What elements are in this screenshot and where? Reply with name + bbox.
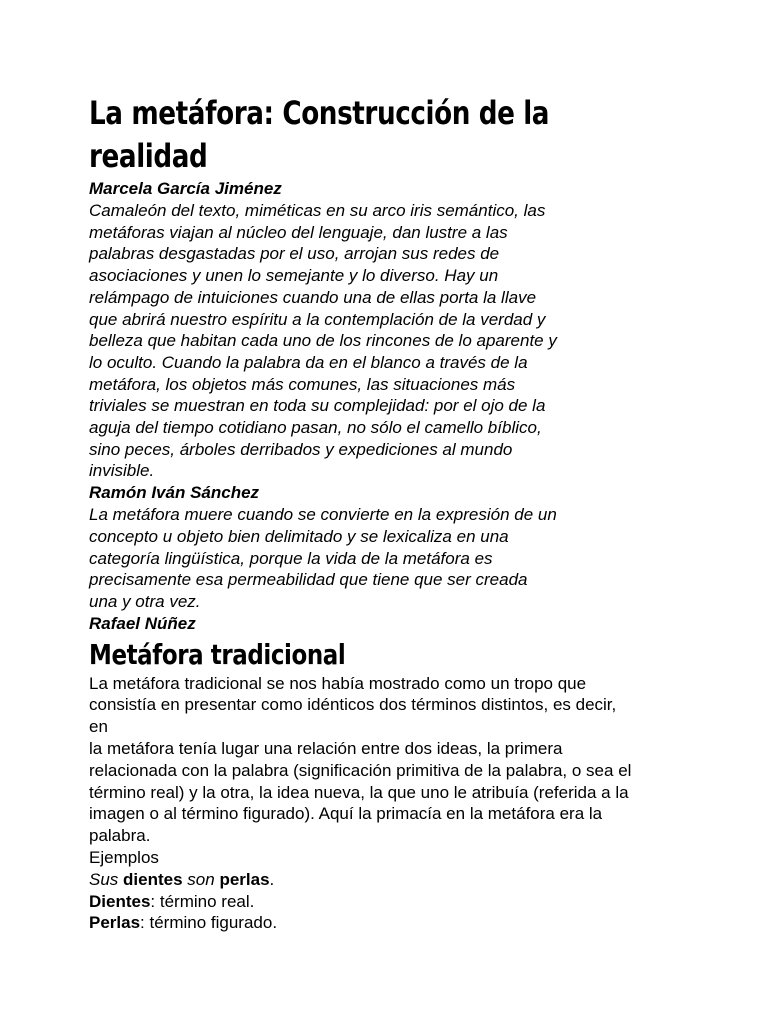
paragraph-line: palabra. [89,826,151,846]
title-line-2: realidad [89,137,208,175]
quote-1-line: invisible. [89,461,155,481]
quote-1-line: metáfora, los objetos más comunes, las situaciones más [89,374,516,394]
quote-2-line: precisamente esa permeabilidad que tiene que ser creada [89,570,528,590]
quote-1-line: sino peces, árboles derribados y expediciones al mundo [89,439,513,459]
document-title [89,92,663,178]
title-line-1: La metáfora: Construcción de la [89,94,550,132]
example-word-dientes: dientes [123,869,183,889]
quote-author-1: Marcela García Jiménez [89,179,282,198]
quote-2-line: una y otra vez. [89,591,201,611]
section-paragraph [89,673,689,935]
example-sentence [89,869,689,891]
definition-text: : término figurado. [140,913,278,933]
definition-text: : término real. [150,891,255,911]
paragraph-line: en [89,717,108,737]
example-word-son: son [187,869,215,889]
section-title: Metáfora tradicional [89,637,346,671]
quote-1-line: palabras desgastadas por el uso, arrojan sus redes de [89,244,500,264]
paragraph-line: la metáfora tenía lugar una relación entre dos ideas, la primera [89,739,563,759]
quote-text-2 [89,504,689,613]
quote-1-line: lo oculto. Cuando la palabra da en el blanco a través de la [89,352,528,372]
quote-1-line: asociaciones y unen lo semejante y lo diverso. Hay un [89,266,499,286]
paragraph-line: La metáfora tradicional se nos había mostrado como un tropo que [89,673,587,693]
quote-1-line: relámpago de intuiciones cuando una de ellas porta la llave [89,287,537,307]
quote-1-line: metáforas viajan al núcleo del lenguaje, dan lustre a las [89,222,508,242]
quote-2-line: La metáfora muere cuando se convierte en la expresión de un [89,505,557,525]
quote-1-line: que abrirá nuestro espíritu a la contemplación de la verdad y [89,309,546,329]
definition-term: Perlas [89,913,141,933]
quote-1-line: triviales se muestran en toda su complejidad: por el ojo de la [89,396,546,416]
example-word-sus: Sus [89,869,119,889]
quote-text-1 [89,200,689,482]
quote-1-line: belleza que habitan cada uno de los rincones de lo aparente y [89,331,557,351]
paragraph-line: relacionada con la palabra (significación primitiva de la palabra, o sea el [89,760,632,780]
quote-author-2: Ramón Iván Sánchez [89,483,260,503]
quote-2-line: categoría lingüística, porque la vida de la metáfora es [89,548,493,568]
paragraph-line: consistía en presentar como idénticos dos términos distintos, es decir, [89,695,617,715]
examples-label: Ejemplos [89,848,159,868]
paragraph-line: término real) y la otra, la idea nueva, la que uno le atribuía (referida a la [89,782,629,802]
quote-1-line: aguja del tiempo cotidiano pasan, no sólo el camello bíblico, [89,418,542,438]
document-page [89,92,689,934]
quote-2-line: concepto u objeto bien delimitado y se lexicaliza en una [89,526,509,546]
quote-1-line: Camaleón del texto, miméticas en su arco iris semántico, las [89,201,546,220]
paragraph-line: imagen o al término figurado). Aquí la primacía en la metáfora era la [89,804,603,824]
example-word-perlas: perlas [219,869,270,889]
definition-figurative [89,912,689,934]
definition-term: Dientes [89,891,151,911]
definition-real [89,891,689,913]
quote-author-3: Rafael Núñez [89,613,196,633]
example-period: . [269,869,275,889]
